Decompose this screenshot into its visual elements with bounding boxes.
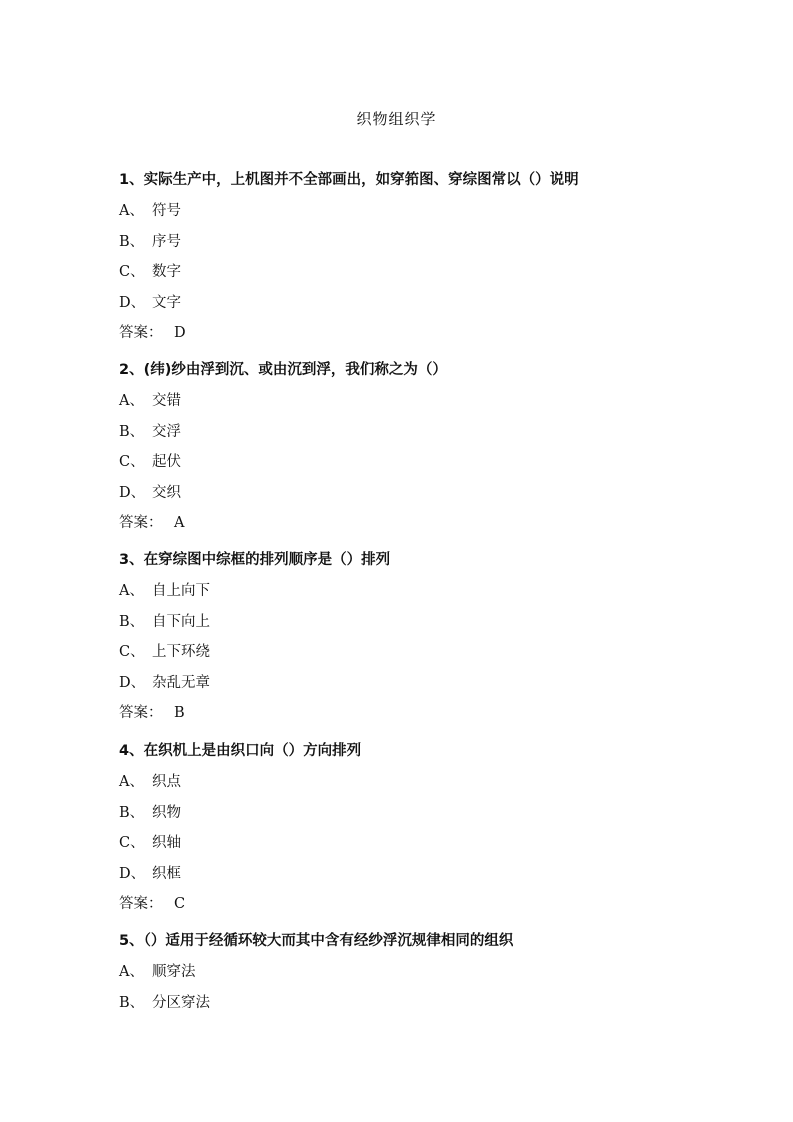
option-text: 杂乱无章 (152, 674, 210, 691)
option-a (119, 391, 739, 422)
option-letter: B、 (119, 423, 145, 440)
option-letter: D、 (119, 674, 146, 691)
answer-value: D (174, 325, 186, 341)
answer-value: C (174, 896, 186, 912)
answer-line (119, 513, 739, 544)
answer-label: 答案： (119, 705, 163, 721)
option-a (119, 962, 739, 993)
option-text: 自上向下 (152, 583, 210, 599)
option-b (119, 422, 739, 453)
option-letter: C、 (119, 644, 145, 660)
option-c (119, 642, 739, 673)
option-letter: A、 (119, 393, 144, 409)
question-1 (119, 170, 739, 354)
option-d (119, 673, 739, 704)
answer-value: A (174, 515, 185, 531)
answer-line (119, 894, 739, 925)
option-letter: A、 (119, 774, 144, 790)
option-letter: C、 (119, 835, 145, 851)
option-text: 织框 (152, 865, 181, 882)
answer-label: 答案： (119, 515, 163, 531)
option-c (119, 833, 739, 864)
option-text: 文字 (152, 294, 181, 311)
option-text: 织点 (152, 774, 181, 790)
option-b (119, 612, 739, 643)
option-b (119, 803, 739, 834)
option-text: 交织 (152, 484, 181, 501)
question-3 (119, 550, 739, 734)
option-letter: A、 (119, 203, 144, 219)
question-stem: 2、(纬)纱由浮到沉、或由沉到浮，我们称之为（） (119, 362, 447, 378)
option-letter: B、 (119, 994, 145, 1011)
answer-label: 答案： (119, 325, 163, 341)
option-letter: D、 (119, 865, 146, 882)
option-text: 交错 (152, 393, 181, 409)
option-letter: B、 (119, 233, 145, 250)
option-letter: C、 (119, 264, 145, 280)
question-4 (119, 741, 739, 925)
option-letter: A、 (119, 583, 144, 599)
option-d (119, 293, 739, 324)
option-text: 符号 (152, 203, 181, 219)
question-2 (119, 360, 739, 544)
option-text: 分区穿法 (152, 994, 210, 1011)
question-5 (119, 931, 739, 1023)
option-b (119, 232, 739, 263)
option-c (119, 262, 739, 293)
option-letter: B、 (119, 804, 145, 821)
option-d (119, 483, 739, 514)
option-text: 起伏 (152, 454, 181, 470)
question-stem: 4、在织机上是由织口向（）方向排列 (119, 743, 362, 759)
option-text: 序号 (152, 233, 181, 250)
option-a (119, 772, 739, 803)
option-letter: A、 (119, 964, 144, 980)
answer-label: 答案： (119, 896, 163, 912)
option-text: 织轴 (152, 835, 181, 851)
option-letter: D、 (119, 484, 146, 501)
option-text: 上下环绕 (152, 644, 210, 660)
option-text: 自下向上 (152, 613, 210, 630)
question-stem: 3、在穿综图中综框的排列顺序是（）排列 (119, 552, 391, 568)
option-text: 交浮 (152, 423, 181, 440)
option-letter: B、 (119, 613, 145, 630)
question-stem: 1、实际生产中，上机图并不全部画出，如穿筘图、穿综图常以（）说明 (119, 172, 579, 188)
option-d (119, 864, 739, 895)
option-text: 数字 (152, 264, 181, 280)
answer-line (119, 323, 739, 354)
option-text: 顺穿法 (152, 964, 196, 980)
option-text: 织物 (152, 804, 181, 821)
option-letter: D、 (119, 294, 146, 311)
option-a (119, 201, 739, 232)
document-title: 织物组织学 (356, 110, 437, 128)
question-stem: 5、（）适用于经循环较大而其中含有经纱浮沉规律相同的组织 (119, 933, 514, 949)
option-c (119, 452, 739, 483)
option-letter: C、 (119, 454, 145, 470)
answer-line (119, 703, 739, 734)
answer-value: B (174, 705, 185, 721)
option-a (119, 581, 739, 612)
option-b (119, 993, 739, 1024)
